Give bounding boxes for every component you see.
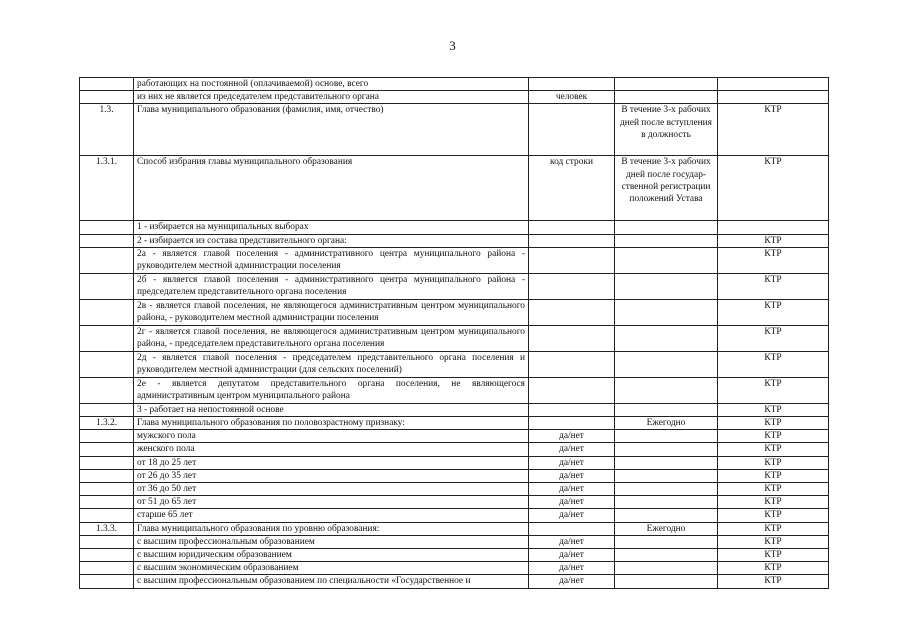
row-unit [529, 234, 615, 247]
row-source: КТР [718, 562, 829, 575]
row-number [80, 469, 134, 482]
table-row [80, 535, 829, 548]
row-text: 2б - является главой поселения - административного центра муниципального района - председателем представительного органа поселения [134, 273, 529, 299]
row-source: КТР [718, 509, 829, 522]
table-row [80, 247, 829, 273]
row-text: 2г - является главой поселения, не являющегося административным центром муниципального района, - председателем представительного органа поселения [134, 325, 529, 351]
row-source: КТР [718, 234, 829, 247]
row-period [615, 443, 718, 456]
row-period: В течение 3-х рабочих дней после вступления в должность [615, 104, 718, 156]
row-unit [529, 273, 615, 299]
row-number [80, 273, 134, 299]
row-text: с высшим экономическим образованием [134, 562, 529, 575]
table-row [80, 443, 829, 456]
row-text: от 36 до 50 лет [134, 483, 529, 496]
row-period [615, 456, 718, 469]
row-number [80, 483, 134, 496]
row-period [615, 234, 718, 247]
row-text: женского пола [134, 443, 529, 456]
row-text: Глава муниципального образования по половозрастному признаку: [134, 417, 529, 430]
row-period [615, 535, 718, 548]
row-number [80, 351, 134, 377]
row-period [615, 78, 718, 91]
row-period [615, 377, 718, 403]
row-text: из них не является председателем представительного органа [134, 91, 529, 104]
row-number: 1.3.3. [80, 522, 134, 535]
row-text: с высшим профессиональным образованием по специальности «Государственное и [134, 575, 529, 588]
row-source: КТР [718, 403, 829, 416]
row-text: Глава муниципального образования по уровню образования: [134, 522, 529, 535]
row-period [615, 273, 718, 299]
table-row [80, 456, 829, 469]
row-period: Ежегодно [615, 522, 718, 535]
row-number [80, 247, 134, 273]
row-unit [529, 403, 615, 416]
row-source [718, 78, 829, 91]
row-unit: да/нет [529, 509, 615, 522]
table-row [80, 417, 829, 430]
row-period [615, 509, 718, 522]
table-row [80, 430, 829, 443]
row-number [80, 377, 134, 403]
row-source: КТР [718, 469, 829, 482]
table-row [80, 234, 829, 247]
row-text: 2е - является депутатом представительного органа поселения, не являющегося административным центром муниципального района [134, 377, 529, 403]
table-row [80, 403, 829, 416]
indicators-table [79, 77, 829, 589]
row-source: КТР [718, 351, 829, 377]
row-unit [529, 522, 615, 535]
table-row [80, 325, 829, 351]
row-source: КТР [718, 522, 829, 535]
row-number: 1.3.2. [80, 417, 134, 430]
row-source [718, 91, 829, 104]
row-source: КТР [718, 325, 829, 351]
row-number [80, 535, 134, 548]
row-number [80, 456, 134, 469]
row-text: от 51 до 65 лет [134, 496, 529, 509]
row-text: от 26 до 35 лет [134, 469, 529, 482]
table-row [80, 273, 829, 299]
table-row [80, 469, 829, 482]
row-period [615, 299, 718, 325]
row-source [718, 221, 829, 234]
row-unit [529, 104, 615, 156]
row-period [615, 247, 718, 273]
row-source: КТР [718, 483, 829, 496]
table-row [80, 78, 829, 91]
row-period [615, 403, 718, 416]
table-row [80, 522, 829, 535]
row-source: КТР [718, 575, 829, 588]
row-text: Глава муниципального образования (фамилия, имя, отчество) [134, 104, 529, 156]
row-source: КТР [718, 247, 829, 273]
row-unit: да/нет [529, 496, 615, 509]
row-number [80, 443, 134, 456]
row-period [615, 91, 718, 104]
table-row [80, 509, 829, 522]
row-source: КТР [718, 549, 829, 562]
row-text: 3 - работает на непостоянной основе [134, 403, 529, 416]
row-text: мужского пола [134, 430, 529, 443]
row-source: КТР [718, 156, 829, 221]
row-period: В течение 3-х рабочих дней после государ-ственной регистрации положений Устава [615, 156, 718, 221]
row-period [615, 469, 718, 482]
row-source: КТР [718, 417, 829, 430]
table-row [80, 351, 829, 377]
row-period [615, 351, 718, 377]
row-unit: да/нет [529, 483, 615, 496]
row-source: КТР [718, 273, 829, 299]
row-period [615, 221, 718, 234]
row-source: КТР [718, 430, 829, 443]
row-unit: да/нет [529, 575, 615, 588]
row-source: КТР [718, 535, 829, 548]
row-source: КТР [718, 377, 829, 403]
row-text: работающих на постоянной (оплачиваемой) основе, всего [134, 78, 529, 91]
table-row [80, 221, 829, 234]
row-text: 2 - избирается из состава представительного органа: [134, 234, 529, 247]
row-text: старше 65 лет [134, 509, 529, 522]
row-text: 2в - является главой поселения, не являющегося административным центром муниципального района, - руководителем местной администрации поселения [134, 299, 529, 325]
row-text: с высшим юридическим образованием [134, 549, 529, 562]
row-text: Способ избрания главы муниципального образования [134, 156, 529, 221]
row-period [615, 483, 718, 496]
row-unit: да/нет [529, 549, 615, 562]
row-number [80, 403, 134, 416]
row-text: 2д - является главой поселения - председателем представительного органа поселения и руководителем местной администрации (для сельских поселений) [134, 351, 529, 377]
row-unit [529, 417, 615, 430]
row-period [615, 562, 718, 575]
row-unit: да/нет [529, 535, 615, 548]
row-unit [529, 78, 615, 91]
row-period [615, 575, 718, 588]
row-number [80, 234, 134, 247]
table-row [80, 549, 829, 562]
row-number [80, 562, 134, 575]
row-number [80, 91, 134, 104]
row-number: 1.3. [80, 104, 134, 156]
row-number [80, 299, 134, 325]
row-unit [529, 247, 615, 273]
table-row [80, 104, 829, 156]
table-row [80, 562, 829, 575]
row-unit: да/нет [529, 430, 615, 443]
row-period [615, 496, 718, 509]
row-number [80, 221, 134, 234]
row-unit [529, 377, 615, 403]
row-unit: код строки [529, 156, 615, 221]
row-source: КТР [718, 299, 829, 325]
row-period [615, 430, 718, 443]
row-source: КТР [718, 496, 829, 509]
row-source: КТР [718, 456, 829, 469]
row-period [615, 549, 718, 562]
table-row [80, 575, 829, 588]
row-period: Ежегодно [615, 417, 718, 430]
table-row [80, 496, 829, 509]
row-unit [529, 351, 615, 377]
row-unit: да/нет [529, 456, 615, 469]
row-number: 1.3.1. [80, 156, 134, 221]
row-number [80, 78, 134, 91]
row-number [80, 325, 134, 351]
row-unit: да/нет [529, 443, 615, 456]
row-unit [529, 221, 615, 234]
table-row [80, 377, 829, 403]
row-text: 1 - избирается на муниципальных выборах [134, 221, 529, 234]
row-unit: да/нет [529, 562, 615, 575]
row-number [80, 430, 134, 443]
page-number: 3 [449, 38, 456, 53]
row-number [80, 549, 134, 562]
row-number [80, 509, 134, 522]
row-text: 2а - является главой поселения - административного центра муниципального района - руководителем местной администрации поселения [134, 247, 529, 273]
row-source: КТР [718, 104, 829, 156]
row-unit: человек [529, 91, 615, 104]
table-row [80, 156, 829, 221]
table-row [80, 299, 829, 325]
row-text: от 18 до 25 лет [134, 456, 529, 469]
row-unit [529, 325, 615, 351]
row-unit [529, 299, 615, 325]
row-text: с высшим профессиональным образованием [134, 535, 529, 548]
row-number [80, 575, 134, 588]
row-number [80, 496, 134, 509]
row-period [615, 325, 718, 351]
table-row [80, 483, 829, 496]
table-row [80, 91, 829, 104]
row-source: КТР [718, 443, 829, 456]
row-unit: да/нет [529, 469, 615, 482]
